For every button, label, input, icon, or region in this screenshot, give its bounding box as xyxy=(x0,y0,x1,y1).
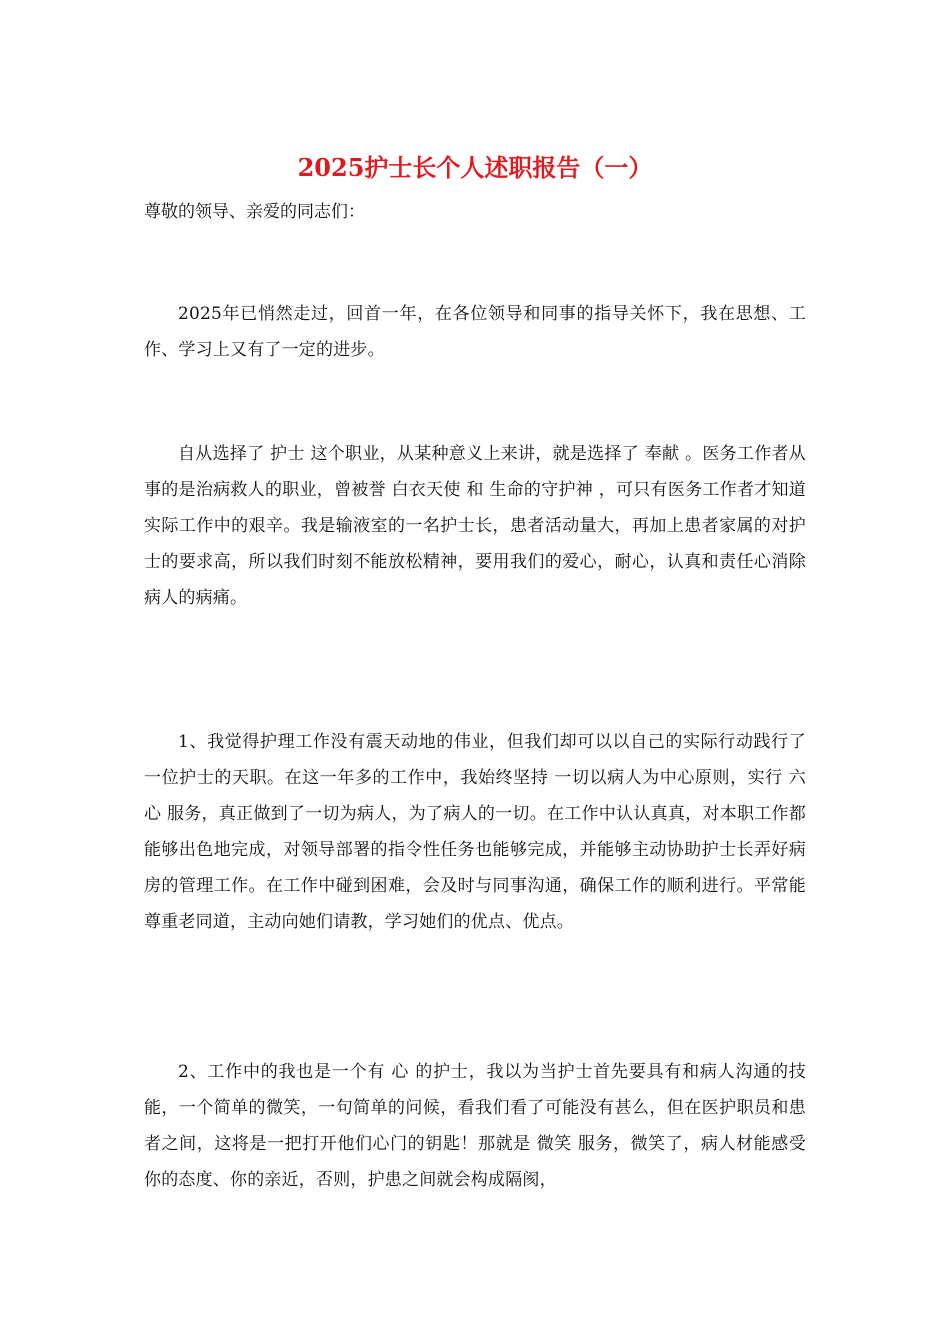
paragraph-4: 2、工作中的我也是一个有 心 的护士，我以为当护士首先要具有和病人沟通的技能，一个简单的微笑，一句简单的问候，看我们看了可能没有甚么，但在医护职员和患者之间，这将是一把打开他们心门的钥匙！那就是 微笑 服务，微笑了，病人材能感受你的态度、你的亲近，否则，护患之间就会构成隔阂， xyxy=(144,1062,806,1190)
paragraph-2: 自从选择了 护士 这个职业，从某种意义上来讲，就是选择了 奉献 。医务工作者从事的是治病救人的职业，曾被誉 白衣天使 和 生命的守护神 ，可只有医务工作者才知道实际工作中的艰辛。我是输液室的一名护士长，患者活动量大，再加上患者家属的对护士的要求高，所以我们时刻不能放松精神，要用我们的爱心，耐心，认真和责任心消除病人的病痛。 xyxy=(144,444,806,608)
paragraph-3: 1、我觉得护理工作没有震天动地的伟业，但我们却可以以自己的实际行动践行了一位护士的天职。在这一年多的工作中，我始终坚持 一切以病人为中心原则，实行 六心 服务，真正做到了一切为病人，为了病人的一切。在工作中认认真真，对本职工作都能够出色地完成，对领导部署的指令性任务也能够完成，并能够主动协助护士长弄好病房的管理工作。在工作中碰到困难，会及时与同事沟通，确保工作的顺利进行。平常能尊重老同道，主动向她们请教，学习她们的优点、优点。 xyxy=(144,732,806,932)
paragraph-1: 2025年已悄然走过，回首一年，在各位领导和同事的指导关怀下，我在思想、工作、学习上又有了一定的进步。 xyxy=(144,304,806,360)
salutation: 尊敬的领导、亲爱的同志们： xyxy=(144,202,365,222)
document-title: 2025护士长个人述职报告（一） xyxy=(297,153,653,182)
